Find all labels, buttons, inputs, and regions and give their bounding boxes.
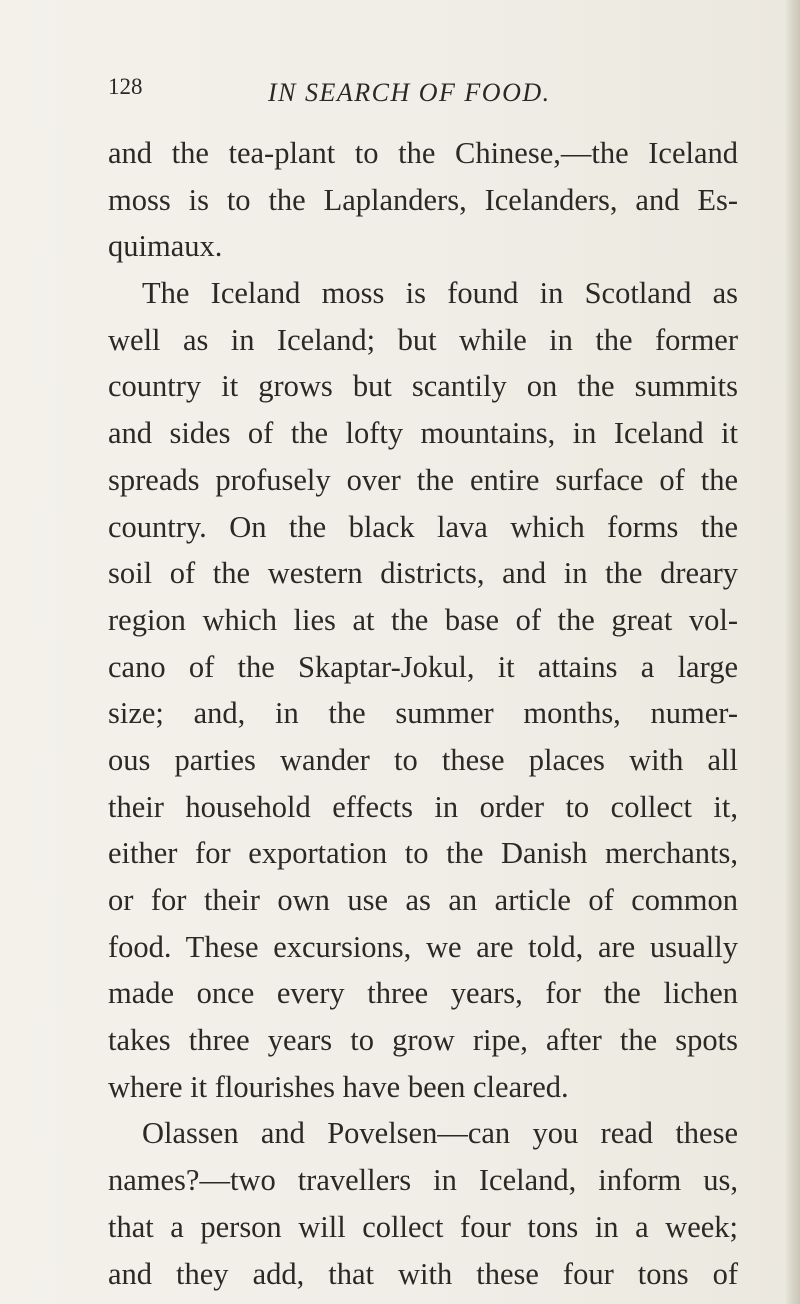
text-line: moss is to the Laplanders, Icelanders, and Es- [108, 182, 738, 217]
text-line: The Iceland moss is found in Scotland as [142, 276, 738, 311]
page-number: 128 [108, 74, 143, 99]
text-line: and sides of the lofty mountains, in Iceland it [108, 416, 738, 451]
text-line: quimaux. [108, 229, 223, 264]
text-line: size; and, in the summer months, numer- [108, 696, 738, 731]
text-line: Olassen and Povelsen—can you read these [142, 1116, 738, 1151]
text-line: well as in Iceland; but while in the former [108, 322, 738, 357]
page-header [108, 72, 728, 112]
text-line: soil of the western districts, and in the dreary [108, 556, 738, 591]
text-line: their household effects in order to collect it, [108, 789, 738, 824]
body-text [108, 130, 738, 1297]
text-line: and they add, that with these four tons of [108, 1256, 738, 1291]
text-line: food. These excursions, we are told, are usually [108, 929, 738, 964]
text-line: spreads profusely over the entire surface of the [108, 462, 738, 497]
text-line: where it flourishes have been cleared. [108, 1069, 569, 1104]
text-line: that a person will collect four tons in a week; [108, 1209, 738, 1244]
text-line: and the tea-plant to the Chinese,—the Iceland [108, 136, 738, 170]
text-line: ous parties wander to these places with all [108, 742, 738, 777]
text-line: either for exportation to the Danish merchants, [108, 836, 738, 871]
text-line: region which lies at the base of the great vol- [108, 602, 738, 637]
running-head: IN SEARCH OF FOOD. [268, 78, 551, 107]
text-line: country. On the black lava which forms the [108, 509, 738, 544]
text-line: country it grows but scantily on the summits [108, 369, 738, 404]
text-line: takes three years to grow ripe, after the spots [108, 1023, 738, 1058]
page-edge-shadow [786, 0, 800, 1304]
text-line: made once every three years, for the lichen [108, 976, 738, 1011]
text-line: or for their own use as an article of common [108, 883, 738, 917]
text-line: names?—two travellers in Iceland, inform us, [108, 1163, 738, 1198]
text-line: cano of the Skaptar-Jokul, it attains a large [108, 649, 738, 684]
